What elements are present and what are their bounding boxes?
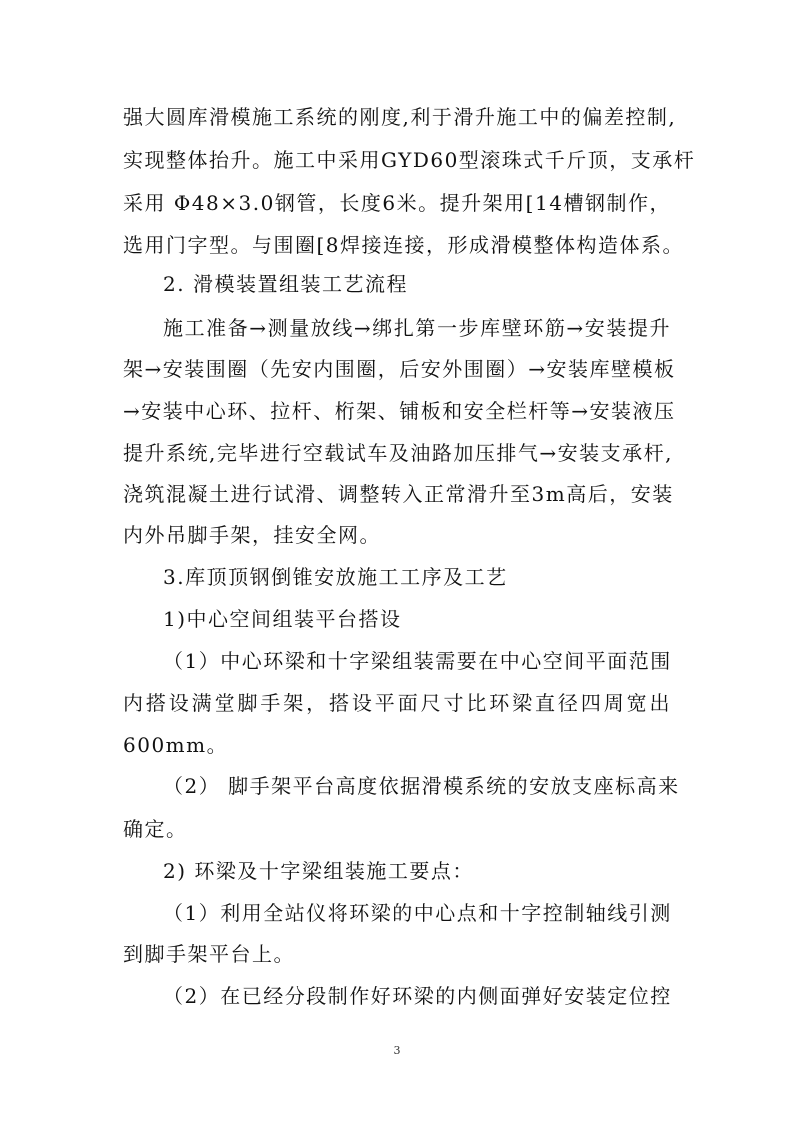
text-line: 内外吊脚手架，挂安全网。: [123, 523, 381, 547]
text-line: 浇筑混凝土进行试滑、调整转入正常滑升至3m高后，安装: [123, 482, 674, 506]
text-line: 施工准备→测量放线→绑扎第一步库壁环筋→安装提升: [163, 316, 671, 340]
text-line: 600mm。: [123, 733, 229, 757]
text-line: 选用门字型。与围圈[8焊接连接，形成滑模整体构造体系。: [123, 233, 685, 257]
text-line: （2）在已经分段制作好环梁的内侧面弹好安装定位控: [163, 984, 672, 1008]
page-number: 3: [393, 1044, 401, 1057]
text-line: 到脚手架平台上。: [123, 942, 295, 966]
text-line: 提升系统,完毕进行空载试车及油路加压排气→安装支承杆,: [123, 441, 673, 465]
text-line: 实现整体抬升。施工中采用GYD60型滚珠式千斤顶，支承杆: [123, 148, 696, 172]
text-line: （1）中心环梁和十字梁组装需要在中心空间平面范围: [163, 649, 672, 673]
subsection-heading: 1)中心空间组装平台搭设: [163, 607, 402, 631]
text-line: 采用 Φ48×3.0钢管，长度6米。提升架用[14槽钢制作，: [123, 191, 671, 215]
text-line: →安装中心环、拉杆、桁架、铺板和安全栏杆等→安装液压: [123, 399, 676, 423]
text-line: 确定。: [123, 817, 188, 841]
subsection-heading: 2) 环梁及十字梁组装施工要点：: [163, 859, 474, 883]
section-heading: 3.库顶顶钢倒锥安放施工工序及工艺: [163, 565, 508, 589]
text-line: 强大圆库滑模施工系统的刚度,利于滑升施工中的偏差控制,: [123, 105, 677, 129]
text-line: （2） 脚手架平台高度依据滑模系统的安放支座标高来: [163, 774, 680, 798]
text-line: （1）利用全站仪将环梁的中心点和十字控制轴线引测: [163, 901, 672, 925]
text-line: 架→安装围圈（先安内围圈，后安外围圈）→安装库壁模板: [123, 357, 676, 381]
section-heading: 2. 滑模装置组装工艺流程: [163, 272, 408, 296]
text-line: 内搭设满堂脚手架，搭设平面尺寸比环梁直径四周宽出: [123, 691, 671, 715]
